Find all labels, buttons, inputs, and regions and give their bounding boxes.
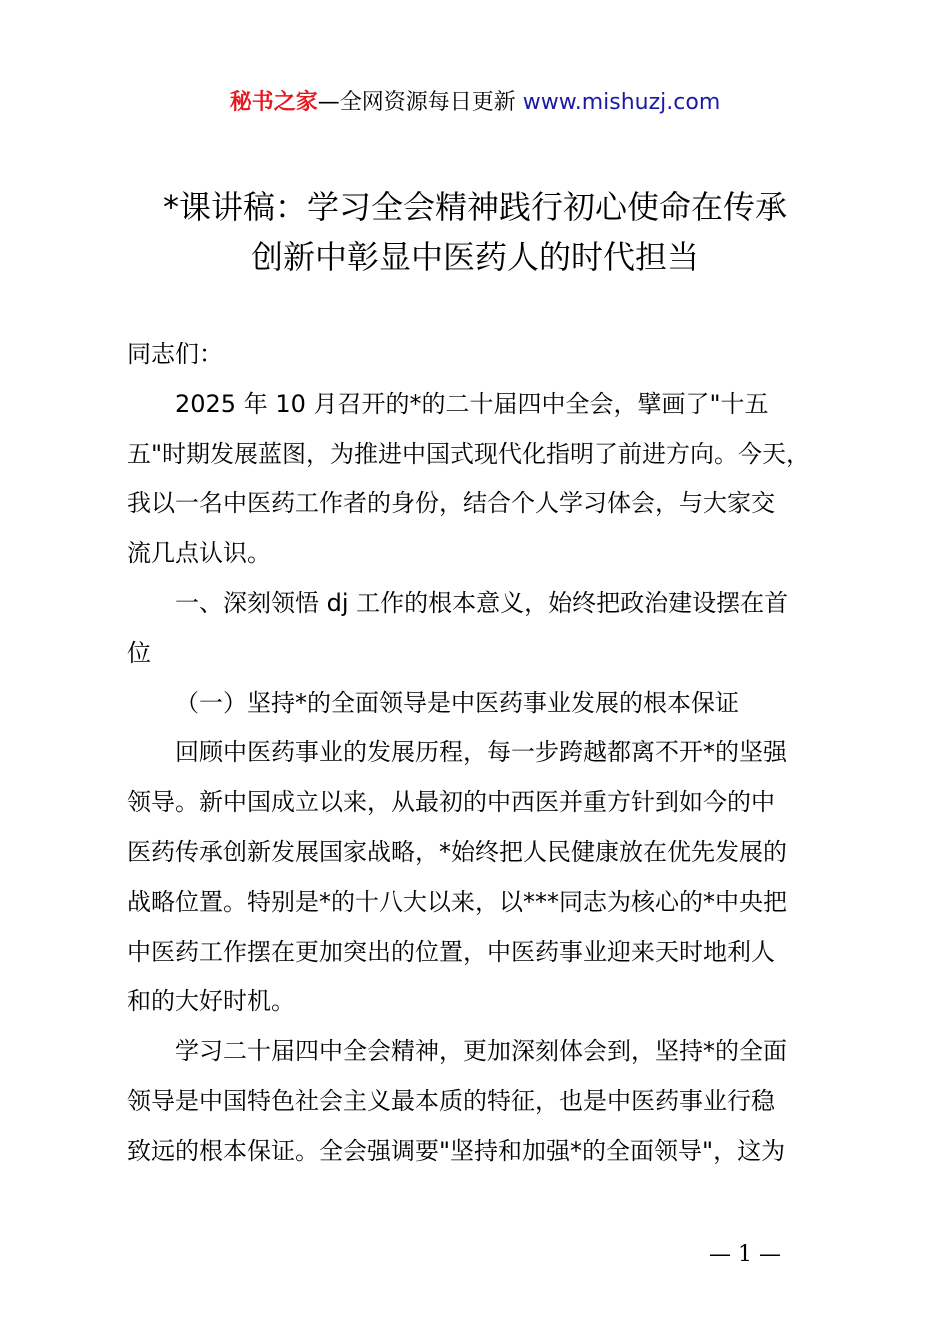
paragraph-line: 医药传承创新发展国家战略，*始终把人民健康放在优先发展的 [127,837,787,866]
paragraph-line: 学习二十届四中全会精神，更加深刻体会到，坚持*的全面 [175,1037,787,1066]
paragraph-history [127,728,847,1027]
document-body [127,330,847,1177]
paragraph-line: 致远的根本保证。全会强调要"坚持和加强*的全面领导"，这为 [127,1136,786,1165]
paragraph-line: 领导是中国特色社会主义最本质的特征，也是中医药事业行稳 [127,1086,775,1115]
heading-line: 位 [127,638,151,667]
paragraph-line: 和的大好时机。 [127,987,295,1016]
title-line-2: 创新中彰显中医药人的时代担当 [250,238,699,276]
paragraph-line: 战略位置。特别是*的十八大以来，以***同志为核心的*中央把 [127,887,787,916]
header-tagline: —全网资源每日更新 [317,90,523,115]
paragraph-plenum [127,1027,847,1176]
paragraph-line: 领导。新中国成立以来，从最初的中西医并重方针到如今的中 [127,788,775,817]
paragraph-line: 回顾中医药事业的发展历程，每一步跨越都离不开*的坚强 [175,738,787,767]
site-url-link[interactable]: www.mishuzj.com [522,90,721,115]
subsection-heading-1: （一）坚持*的全面领导是中医药事业发展的根本保证 [175,688,739,717]
document-title [60,182,890,282]
salutation: 同志们： [127,340,223,368]
paragraph-line: 流几点认识。 [127,539,271,568]
heading-line: 一、深刻领悟 dj 工作的根本意义，始终把政治建设摆在首 [175,588,789,617]
paragraph-line: 我以一名中医药工作者的身份，结合个人学习体会，与大家交 [127,489,775,518]
paragraph-intro [127,380,847,579]
section-heading-1 [127,579,847,679]
paragraph-line: 五"时期发展蓝图，为推进中国式现代化指明了前进方向。今天， [127,439,811,468]
paragraph-line: 中医药工作摆在更加突出的位置，中医药事业迎来天时地利人 [127,937,775,966]
title-line-1: *课讲稿：学习全会精神践行初心使命在传承 [162,188,787,226]
brand-name: 秘书之家 [229,90,318,115]
page-number: — 1 — [709,1242,781,1267]
site-header [0,88,950,118]
paragraph-line: 2025 年 10 月召开的*的二十届四中全会，擘画了"十五 [175,389,769,418]
